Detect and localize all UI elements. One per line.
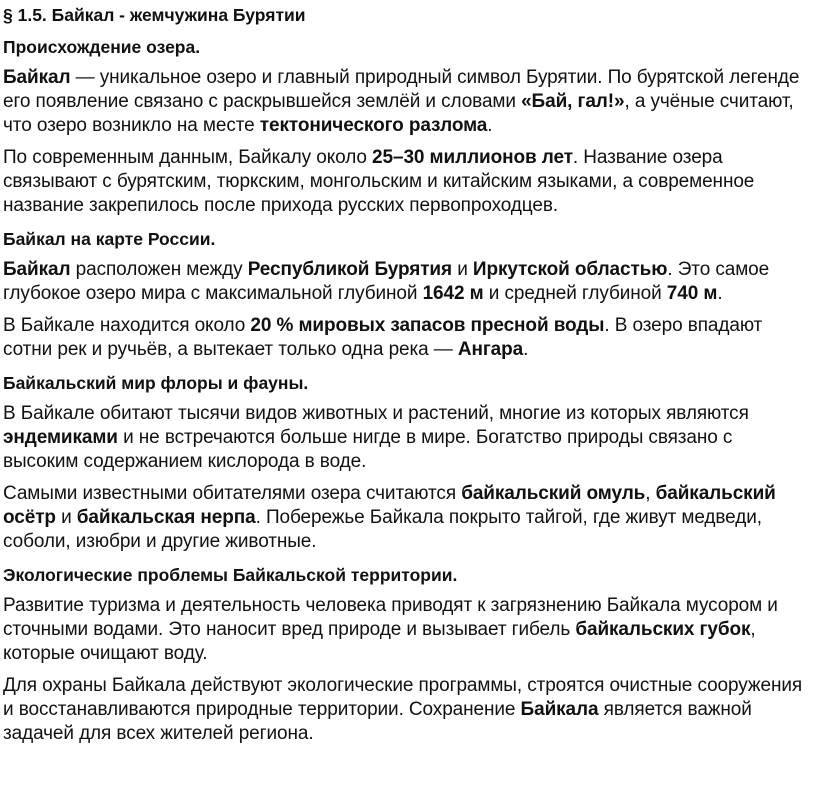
- text-run: В Байкале обитают тысячи видов животных и растений, многие из которых являются: [3, 403, 749, 424]
- bold-text-run: байкальская нерпа: [76, 507, 256, 528]
- text-run: , а учёные считают, что озеро возникло на месте: [3, 91, 794, 136]
- paragraph: [3, 314, 808, 362]
- section-heading: Байкальский мир флоры и фауны.: [3, 373, 309, 393]
- section-flora-fauna: [3, 370, 813, 554]
- text-run: .: [487, 115, 493, 136]
- section-map: [3, 226, 813, 362]
- page-title: § 1.5. Байкал - жемчужина Бурятии: [3, 5, 306, 25]
- bold-text-run: тектонического разлома: [259, 115, 488, 136]
- bold-text-run: «Бай, гал!»: [521, 91, 625, 112]
- paragraph: [3, 146, 808, 218]
- text-run: В Байкале находится около: [3, 315, 251, 336]
- text-run: . Побережье Байкала покрыто тайгой, где живут медведи, соболи, изюбри и другие животные.: [3, 507, 762, 552]
- text-run: .: [523, 339, 529, 360]
- text-run: Для охраны Байкала действуют экологические программы, строятся очистные сооружения и восстанавливаются природные территории. Сохранение: [3, 675, 803, 720]
- text-run: является важной задачей для всех жителей региона.: [3, 699, 752, 744]
- paragraph: [3, 258, 808, 306]
- text-run: . Это самое глубокое озеро мира с максимальной глубиной: [3, 259, 770, 304]
- bold-text-run: Байкал: [3, 67, 71, 88]
- section-heading: Происхождение озера.: [3, 37, 201, 57]
- text-run: ,: [645, 483, 656, 504]
- text-run: . В озеро впадают сотни рек и ручьёв, а вытекает только одна река —: [3, 315, 763, 360]
- bold-text-run: Байкал: [3, 259, 71, 280]
- bold-text-run: байкальских губок: [575, 619, 751, 640]
- paragraph: [3, 402, 808, 474]
- text-run: , которые очищают воду.: [3, 619, 756, 664]
- text-run: и средней глубиной: [483, 283, 667, 304]
- text-run: расположен между: [70, 259, 248, 280]
- bold-text-run: Республикой Бурятия: [247, 259, 453, 280]
- bold-text-run: Ангара: [457, 339, 524, 360]
- text-run: — уникальное озеро и главный природный символ Бурятии. По бурятской легенде его появление связано с раскрывшейся землёй и словами: [3, 67, 800, 112]
- paragraph: [3, 482, 808, 554]
- bold-text-run: Байкала: [520, 699, 599, 720]
- text-run: . Название озера связывают с бурятским, тюркским, монгольским и китайским языками, а современное название закрепилось после прихода русских первопроходцев.: [3, 147, 755, 216]
- bold-text-run: Иркутской областью: [472, 259, 668, 280]
- paragraph: [3, 594, 808, 666]
- text-run: .: [717, 283, 723, 304]
- text-run: и: [55, 507, 77, 528]
- bold-text-run: байкальский омуль: [461, 483, 646, 504]
- bold-text-run: байкальский осётр: [3, 483, 776, 528]
- text-run: Самыми известными обитателями озера считаются: [3, 483, 462, 504]
- bold-text-run: 740 м: [666, 283, 718, 304]
- section-ecology: [3, 562, 813, 746]
- text-run: и не встречаются больше нигде в мире. Богатство природы связано с высоким содержанием кислорода в воде.: [3, 427, 733, 472]
- text-run: и: [452, 259, 473, 280]
- bold-text-run: 1642 м: [422, 283, 484, 304]
- section-heading: Экологические проблемы Байкальской территории.: [3, 565, 458, 585]
- text-run: Развитие туризма и деятельность человека приводят к загрязнению Байкала мусором и сточными водами. Это наносит вред природе и вызывает гибель: [3, 595, 778, 640]
- bold-text-run: 20 % мировых запасов пресной воды: [250, 315, 605, 336]
- text-run: По современным данным, Байкалу около: [3, 147, 373, 168]
- paragraph: [3, 674, 808, 746]
- bold-text-run: 25–30 миллионов лет: [372, 147, 573, 168]
- section-origin: [3, 34, 813, 218]
- paragraph: [3, 66, 808, 138]
- section-heading: Байкал на карте России.: [3, 229, 216, 249]
- bold-text-run: эндемиками: [3, 427, 118, 448]
